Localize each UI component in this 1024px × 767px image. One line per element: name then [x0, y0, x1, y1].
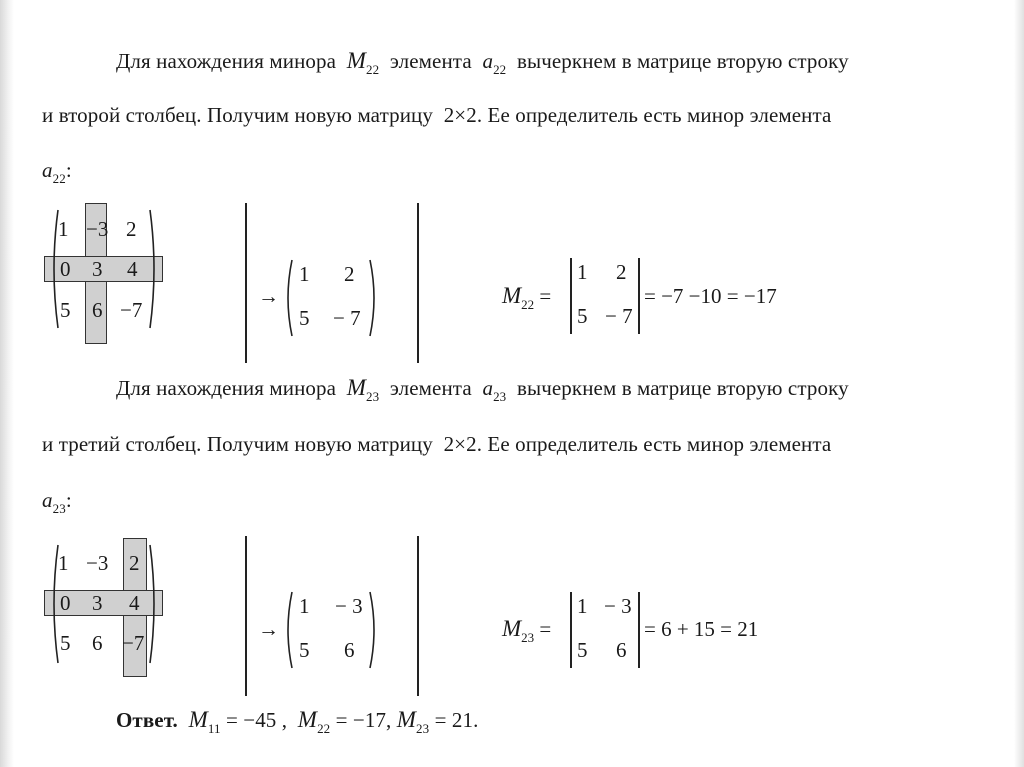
- slide-frame-left: [0, 0, 14, 767]
- s2-det-equals: =: [539, 617, 552, 641]
- s1-text-c: вычеркнем в матрице вторую строку: [516, 49, 849, 73]
- submatrix-cell: 1: [299, 262, 310, 286]
- matrix-cell: 6: [92, 298, 103, 322]
- answer-m22-symbol: M: [297, 707, 318, 732]
- s2-det-symbol: M: [502, 616, 522, 641]
- s2-sub-right-paren: [368, 590, 378, 670]
- answer-m23-value: = 21.: [434, 708, 479, 732]
- matrix-cell: 5: [60, 298, 71, 322]
- s1-separator-1: [245, 203, 247, 363]
- s1-line3: [42, 158, 72, 186]
- matrix-cell: 2: [129, 551, 140, 575]
- s1-right-paren: [148, 208, 158, 330]
- matrix-cell: 2: [126, 217, 137, 241]
- submatrix-cell: 2: [344, 262, 355, 286]
- s1-a-index: 22: [52, 171, 66, 186]
- s1-det-bar-right: [638, 258, 640, 334]
- det-cell: − 3: [604, 594, 632, 618]
- matrix-cell: 1: [58, 551, 69, 575]
- submatrix-cell: 6: [344, 638, 355, 662]
- s2-a-index: 23: [52, 501, 66, 516]
- matrix-cell: 6: [92, 631, 103, 655]
- s2-det-bar-right: [638, 592, 640, 668]
- s1-minor-index: 22: [366, 62, 380, 77]
- s1-det-label: [502, 283, 552, 312]
- s1-minor-symbol: M: [346, 48, 367, 73]
- s2-arrow: →: [258, 617, 279, 641]
- answer-m11-value: = −45 ,: [225, 708, 288, 732]
- submatrix-cell: 5: [299, 306, 310, 330]
- submatrix-cell: − 3: [335, 594, 363, 618]
- s1-text-a: Для нахождения минора: [116, 49, 337, 73]
- answer-m22-index: 22: [317, 721, 331, 736]
- matrix-cell: −7: [120, 298, 143, 322]
- s1-sub-right-paren: [368, 258, 378, 338]
- matrix-cell: 0: [60, 591, 71, 615]
- answer-label: Ответ.: [116, 708, 178, 732]
- s1-a-symbol: a: [42, 158, 53, 182]
- matrix-cell: 1: [58, 217, 69, 241]
- det-cell: 1: [577, 260, 588, 284]
- s2-separator-1: [245, 536, 247, 696]
- matrix-cell: 3: [92, 591, 103, 615]
- answer-m11-symbol: M: [188, 707, 208, 732]
- s1-colon: :: [65, 158, 72, 182]
- matrix-cell: 5: [60, 631, 71, 655]
- matrix-cell: 0: [60, 257, 71, 281]
- answer-m23-index: 23: [416, 721, 430, 736]
- s2-text-b: элемента: [389, 376, 472, 400]
- s2-minor-index: 23: [366, 389, 380, 404]
- det-cell: 6: [616, 638, 627, 662]
- s1-line2: [42, 103, 831, 128]
- s1-text-e: . Ее определитель есть минор элемента: [476, 103, 832, 127]
- s2-sub-left-paren: [284, 590, 294, 670]
- s2-size: 2×2: [443, 432, 477, 456]
- s2-line2: [42, 432, 831, 457]
- s2-text-c: вычеркнем в матрице вторую строку: [516, 376, 849, 400]
- s2-text-e: . Ее определитель есть минор элемента: [476, 432, 832, 456]
- s2-right-paren: [148, 543, 158, 665]
- matrix-cell: 4: [127, 257, 138, 281]
- s1-separator-2: [417, 203, 419, 363]
- det-cell: 5: [577, 638, 588, 662]
- s2-element-symbol: a: [482, 376, 494, 400]
- s1-arrow: →: [258, 284, 279, 308]
- s1-det-bar-left: [570, 258, 572, 334]
- det-cell: 2: [616, 260, 627, 284]
- s2-text-a: Для нахождения минора: [116, 376, 337, 400]
- s1-text-d: и второй столбец. Получим новую матрицу: [42, 103, 433, 127]
- matrix-cell: −3: [86, 217, 109, 241]
- s1-det-equals: =: [539, 284, 552, 308]
- s2-line1: [116, 375, 849, 404]
- det-cell: − 7: [605, 304, 633, 328]
- det-cell: 5: [577, 304, 588, 328]
- s2-element-index: 23: [493, 389, 507, 404]
- s2-separator-2: [417, 536, 419, 696]
- s1-line1: [116, 48, 849, 77]
- s2-det-label: [502, 616, 552, 645]
- answer-m11-index: 11: [207, 721, 221, 736]
- matrix-cell: −3: [86, 551, 109, 575]
- s1-det-symbol: M: [502, 283, 522, 308]
- submatrix-cell: 1: [299, 594, 310, 618]
- slide-frame-right: [1014, 0, 1024, 767]
- s2-colon: :: [65, 488, 72, 512]
- matrix-cell: 3: [92, 257, 103, 281]
- s1-size: 2×2: [443, 103, 477, 127]
- submatrix-cell: 5: [299, 638, 310, 662]
- s1-sub-left-paren: [284, 258, 294, 338]
- answer-m22-value: = −17,: [335, 708, 392, 732]
- det-cell: 1: [577, 594, 588, 618]
- s2-text-d: и третий столбец. Получим новую матрицу: [42, 432, 433, 456]
- s2-det-result: = 6 + 15 = 21: [644, 617, 759, 641]
- s2-line3: [42, 488, 72, 516]
- s2-det-index: 23: [521, 630, 535, 645]
- s1-det-result: = −7 −10 = −17: [644, 284, 777, 308]
- s2-a-symbol: a: [42, 488, 53, 512]
- s1-text-b: элемента: [389, 49, 472, 73]
- matrix-cell: 4: [129, 591, 140, 615]
- matrix-cell: −7: [122, 631, 145, 655]
- s1-det-index: 22: [521, 297, 535, 312]
- submatrix-cell: − 7: [333, 306, 361, 330]
- s2-minor-symbol: M: [346, 375, 367, 400]
- s1-element-index: 22: [493, 62, 507, 77]
- s2-det-bar-left: [570, 592, 572, 668]
- s1-element-symbol: a: [482, 49, 494, 73]
- answer-m23-symbol: M: [396, 707, 417, 732]
- answer-line: [116, 707, 479, 736]
